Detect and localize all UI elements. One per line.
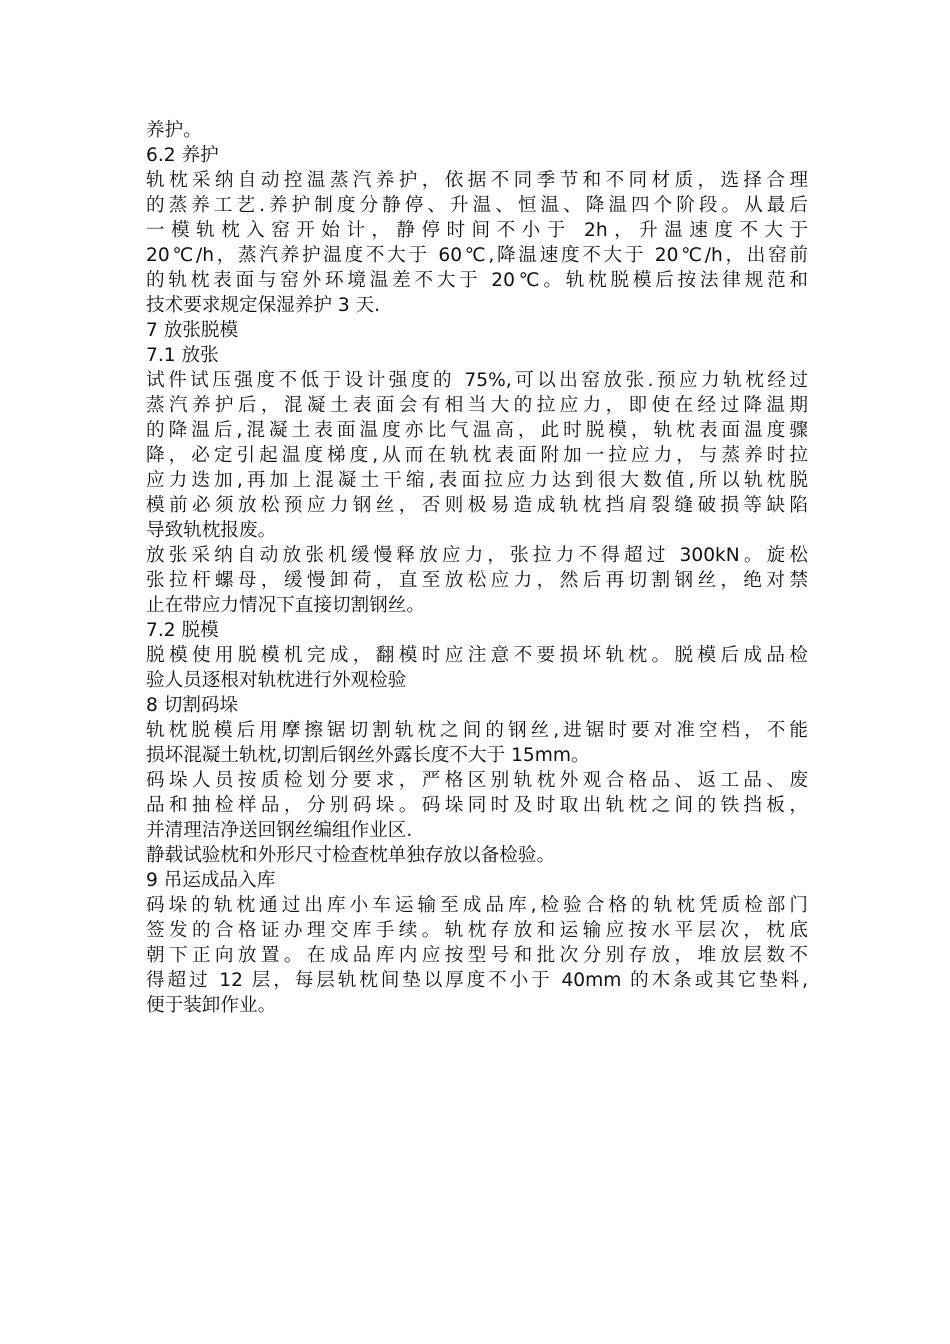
- document-page: [146, 118, 808, 1018]
- text-line: 张拉杆螺母，缓慢卸荷，直至放松应力，然后再切割钢丝，绝对禁: [146, 570, 808, 591]
- text-line: 降，必定引起温度梯度,从而在轨枕表面附加一拉应力，与蒸养时拉: [146, 445, 808, 466]
- text-line: 朝下正向放置。在成品库内应按型号和批次分别存放，堆放层数不: [146, 945, 808, 966]
- text-line: 蒸汽养护后，混凝土表面会有相当大的拉应力，即使在经过降温期: [146, 395, 808, 416]
- text-line: 的降温后,混凝土表面温度亦比气温高，此时脱模，轨枕表面温度骤: [146, 420, 808, 441]
- section-heading: 7 放张脱模: [146, 320, 239, 341]
- section-heading: 6.2 养护: [146, 145, 219, 166]
- section-heading: 7.2 脱模: [146, 620, 219, 641]
- text-line: 签发的合格证办理交库手续。轨枕存放和运输应按水平层次，枕底: [146, 920, 808, 941]
- text-line: 的轨枕表面与窑外环境温差不大于 20℃。轨枕脱模后按法律规范和: [146, 270, 808, 291]
- text-line: 脱模使用脱模机完成，翻模时应注意不要损坏轨枕。脱模后成品检: [146, 645, 808, 666]
- text-line: 导致轨枕报废。: [146, 520, 277, 541]
- text-line: 验人员逐根对轨枕进行外观检验: [146, 670, 407, 691]
- text-line: 品和抽检样品，分别码垛。码垛同时及时取出轨枕之间的铁挡板，: [146, 795, 808, 816]
- text-line: 并清理洁净送回钢丝编组作业区.: [146, 820, 413, 841]
- text-line: 轨枕脱模后用摩擦锯切割轨枕之间的钢丝,进锯时要对准空档，不能: [146, 720, 808, 741]
- text-line: 20℃/h，蒸汽养护温度不大于 60℃,降温速度不大于 20℃/h，出窑前: [146, 245, 808, 266]
- text-line: 码垛人员按质检划分要求，严格区别轨枕外观合格品、返工品、废: [146, 770, 808, 791]
- text-line: 模前必须放松预应力钢丝，否则极易造成轨枕挡肩裂缝破损等缺陷: [146, 495, 808, 516]
- text-line: 损坏混凝土轨枕,切割后钢丝外露长度不大于 15mm。: [146, 745, 590, 766]
- text-line: 试件试压强度不低于设计强度的 75%,可以出窑放张.预应力轨枕经过: [146, 370, 808, 391]
- text-line: 止在带应力情况下直接切割钢丝。: [146, 595, 425, 616]
- section-heading: 8 切割码垛: [146, 695, 239, 716]
- section-heading: 7.1 放张: [146, 345, 219, 366]
- text-line: 的蒸养工艺.养护制度分静停、升温、恒温、降温四个阶段。从最后: [146, 195, 808, 216]
- text-line: 放张采纳自动放张机缓慢释放应力，张拉力不得超过 300kN。旋松: [146, 545, 808, 566]
- section-heading: 9 吊运成品入库: [146, 870, 276, 891]
- text-line: 养护。: [146, 120, 202, 141]
- text-line: 一模轨枕入窑开始计，静停时间不小于 2h，升温速度不大于: [146, 220, 808, 241]
- text-line: 技术要求规定保湿养护 3 天.: [146, 295, 381, 316]
- text-line: 应力迭加,再加上混凝土干缩,表面拉应力达到很大数值,所以轨枕脱: [146, 470, 808, 491]
- text-line: 便于装卸作业。: [146, 995, 277, 1016]
- text-line: 轨枕采纳自动控温蒸汽养护，依据不同季节和不同材质，选择合理: [146, 170, 808, 191]
- text-line: 得超过 12 层，每层轨枕间垫以厚度不小于 40mm 的木条或其它垫料,: [146, 970, 808, 991]
- document-body: [146, 118, 808, 1018]
- text-line: 码垛的轨枕通过出库小车运输至成品库,检验合格的轨枕凭质检部门: [146, 895, 808, 916]
- text-line: 静载试验枕和外形尺寸检查枕单独存放以备检验。: [146, 845, 556, 866]
